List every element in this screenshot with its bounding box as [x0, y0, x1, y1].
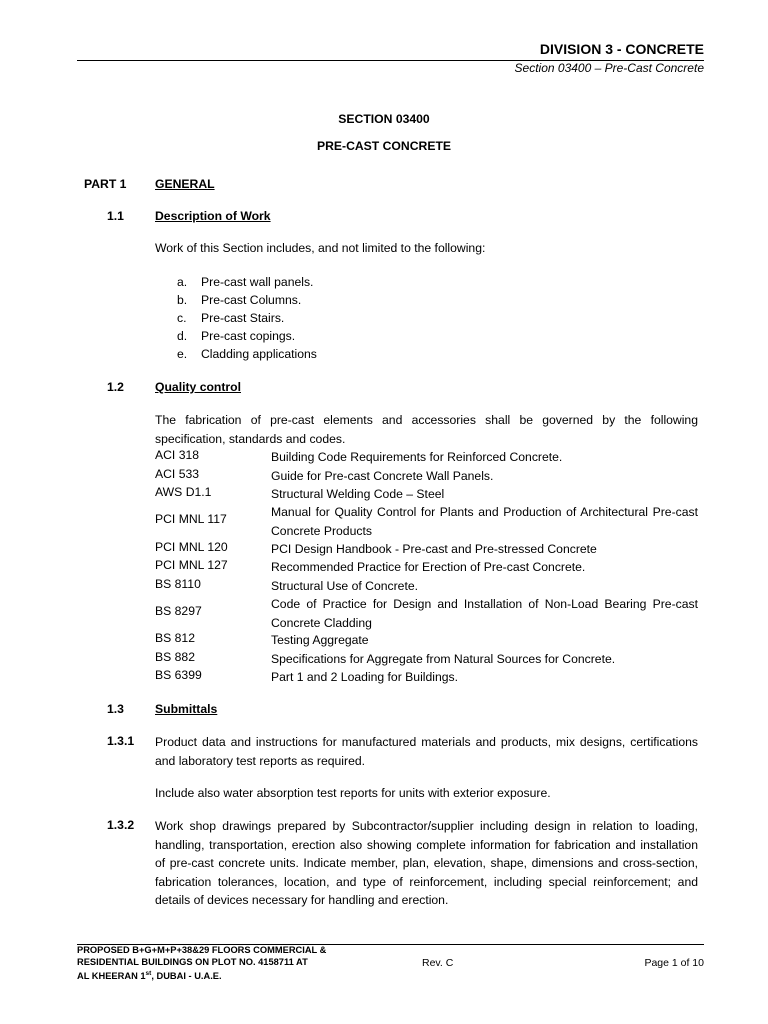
reference-description: Building Code Requirements for Reinforced Concrete. [271, 450, 563, 464]
quality-intro: The fabrication of pre-cast elements and accessories shall be governed by the following specification, standards and codes. [155, 413, 698, 446]
page-number: Page 1 of 10 [644, 957, 704, 969]
list-item: Cladding applications [201, 347, 317, 361]
reference-code: PCI MNL 117 [155, 512, 227, 526]
reference-description: Structural Welding Code – Steel [271, 487, 445, 501]
paragraph-number-1-3-1: 1.3.1 [107, 734, 135, 748]
project-title-line: RESIDENTIAL BUILDINGS ON PLOT NO. 4158711 AT [77, 956, 308, 967]
reference-description: PCI Design Handbook - Pre-cast and Pre-stressed Concrete [271, 542, 597, 556]
product-data-paragraph: Product data and instructions for manufactured materials and products, mix designs, certifications and laboratory test reports as required. [155, 735, 698, 768]
reference-description: Manual for Quality Control for Plants and Production of Architectural Pre-cast Concrete Products [271, 505, 698, 538]
list-item: Pre-cast Columns. [201, 293, 302, 307]
article-title-1-3: Submittals [155, 702, 218, 716]
reference-code: BS 8110 [155, 577, 201, 591]
reference-code: AWS D1.1 [155, 485, 212, 499]
list-item: Pre-cast copings. [201, 329, 296, 343]
reference-code: BS 6399 [155, 668, 202, 682]
part-number: PART 1 [84, 177, 127, 191]
section-name-title: PRE-CAST CONCRETE [316, 139, 452, 153]
project-title-line [77, 968, 326, 983]
article-title-1-1: Description of Work [155, 209, 271, 223]
reference-code: BS 812 [155, 631, 195, 645]
list-item-letter: d. [177, 329, 188, 343]
reference-code: BS 882 [155, 650, 195, 664]
list-item: Pre-cast Stairs. [201, 311, 285, 325]
article-number-1-3: 1.3 [107, 702, 124, 716]
reference-description: Code of Practice for Design and Installation of Non-Load Bearing Pre-cast Concrete Cladding [271, 597, 698, 630]
division-title: DIVISION 3 - CONCRETE [539, 41, 704, 57]
ordinal-suffix: st [145, 970, 152, 977]
article-title-1-2: Quality control [155, 380, 241, 394]
project-title-line: PROPOSED B+G+M+P+38&29 FLOORS COMMERCIAL & [77, 945, 327, 955]
article-number-1-1: 1.1 [107, 209, 124, 223]
reference-description: Recommended Practice for Erection of Pre-cast Concrete. [271, 560, 586, 574]
section-reference: Section 03400 – Pre-Cast Concrete [514, 61, 704, 75]
reference-description: Part 1 and 2 Loading for Buildings. [271, 670, 459, 684]
list-item: Pre-cast wall panels. [201, 275, 314, 289]
reference-description: Specifications for Aggregate from Natural Sources for Concrete. [271, 652, 616, 666]
reference-description: Testing Aggregate [271, 633, 369, 647]
list-item-letter: c. [177, 311, 187, 325]
list-item-letter: e. [177, 347, 188, 361]
project-location-rest: , DUBAI - U.A.E. [151, 971, 222, 982]
reference-code: PCI MNL 120 [155, 540, 228, 554]
description-intro: Work of this Section includes, and not limited to the following: [155, 241, 486, 255]
reference-code: ACI 533 [155, 467, 200, 481]
reference-description: Structural Use of Concrete. [271, 579, 418, 593]
reference-code: BS 8297 [155, 604, 202, 618]
list-item-letter: a. [177, 275, 188, 289]
part-title: GENERAL [155, 177, 215, 191]
paragraph-number-1-3-2: 1.3.2 [107, 818, 135, 832]
shop-drawings-paragraph: Work shop drawings prepared by Subcontractor/supplier including design in relation to loading, handling, transportation, erection also showing complete information for fabrication and installation of pre-cast concrete units. Indicate member, plan, elevation, shape, dimensions and cross-section, fabrication tolerances, location, and type of reinforcement, including special reinforcement; and details of devices necessary for handling and erection. [155, 819, 698, 907]
project-title [77, 945, 326, 983]
reference-description: Guide for Pre-cast Concrete Wall Panels. [271, 469, 494, 483]
section-number-title: SECTION 03400 [338, 112, 430, 126]
revision-label: Rev. C [422, 957, 454, 969]
article-number-1-2: 1.2 [107, 380, 124, 394]
list-item-letter: b. [177, 293, 188, 307]
reference-code: ACI 318 [155, 448, 200, 462]
project-location: AL KHEERAN 1 [77, 971, 146, 982]
water-absorption-note: Include also water absorption test reports for units with exterior exposure. [155, 786, 551, 800]
reference-code: PCI MNL 127 [155, 558, 228, 572]
